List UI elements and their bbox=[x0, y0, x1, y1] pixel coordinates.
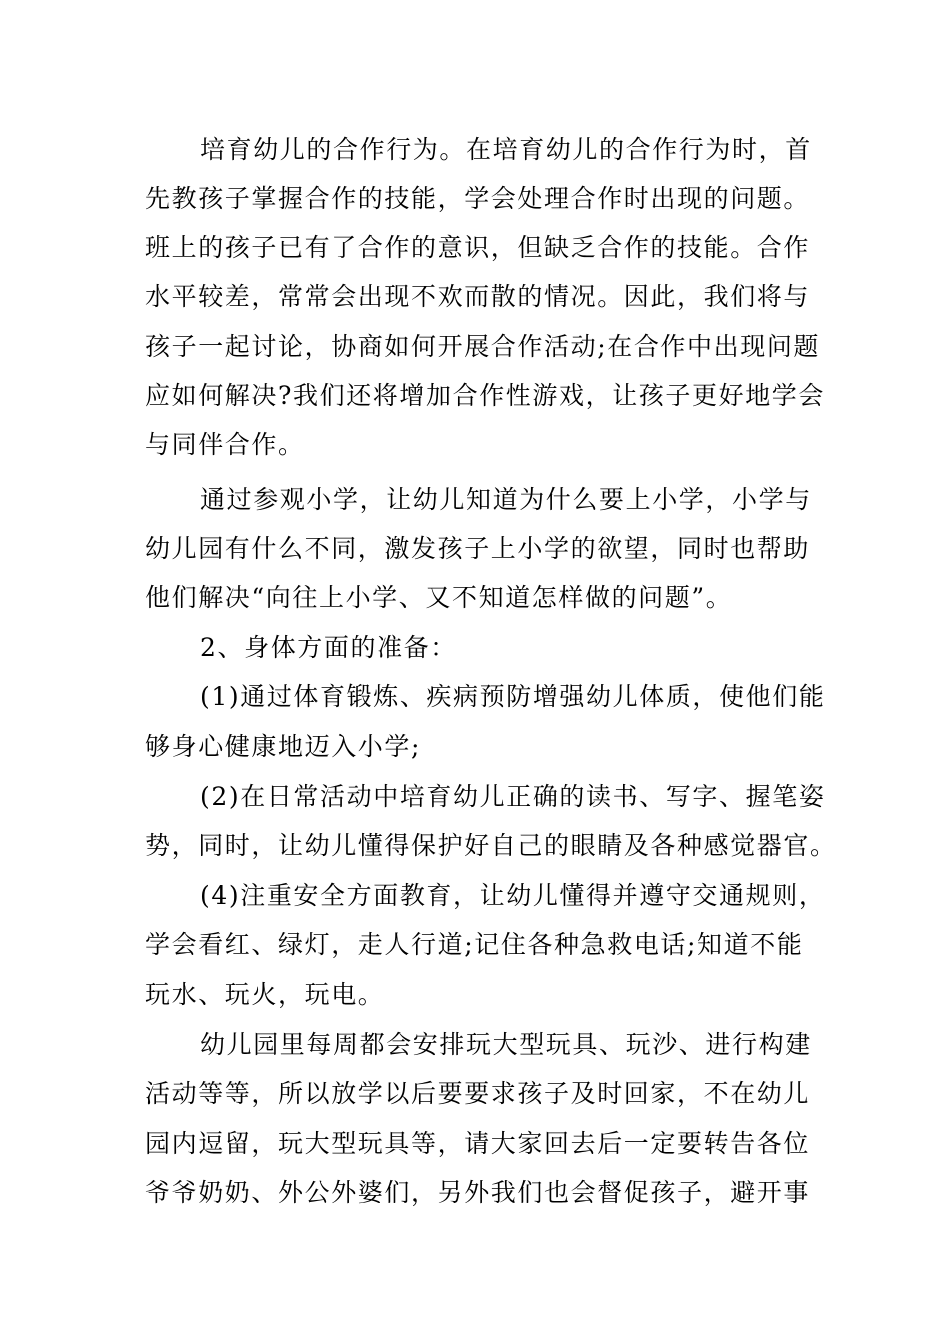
paragraph-1-line-5: 孩子一起讨论，协商如何开展合作活动;在合作中出现问题 bbox=[145, 332, 821, 361]
item-1-line-1: (1)通过体育锻炼、疾病预防增强幼儿体质，使他们能 bbox=[200, 682, 826, 711]
paragraph-1-line-1: 培育幼儿的合作行为。在培育幼儿的合作行为时，首 bbox=[200, 135, 812, 164]
section-heading-physical-preparation: 2、身体方面的准备： bbox=[200, 633, 457, 662]
paragraph-3-line-3: 园内逗留，玩大型玩具等，请大家回去后一定要转告各位 bbox=[145, 1129, 811, 1158]
paragraph-2-line-2: 幼儿园有什么不同，激发孩子上小学的欲望，同时也帮助 bbox=[145, 534, 811, 563]
paragraph-1-line-7: 与同伴合作。 bbox=[145, 430, 305, 459]
paragraph-2-line-1: 通过参观小学，让幼儿知道为什么要上小学，小学与 bbox=[200, 485, 812, 514]
paragraph-1-line-2: 先教孩子掌握合作的技能，学会处理合作时出现的问题。 bbox=[145, 184, 811, 213]
paragraph-3-line-4: 爷爷奶奶、外公外婆们，另外我们也会督促孩子，避开事 bbox=[145, 1178, 811, 1207]
item-2-line-2: 势，同时，让幼儿懂得保护好自己的眼睛及各种感觉器官。 bbox=[145, 831, 837, 860]
item-4-line-2: 学会看红、绿灯，走人行道;记住各种急救电话;知道不能 bbox=[145, 930, 804, 959]
item-1-line-2: 够身心健康地迈入小学; bbox=[145, 732, 422, 761]
item-4-line-1: (4)注重安全方面教育，让幼儿懂得并遵守交通规则， bbox=[200, 881, 826, 910]
item-4-line-3: 玩水、玩火，玩电。 bbox=[145, 980, 385, 1009]
item-2-line-1: (2)在日常活动中培育幼儿正确的读书、写字、握笔姿 bbox=[200, 782, 826, 811]
paragraph-3-line-1: 幼儿园里每周都会安排玩大型玩具、玩沙、进行构建 bbox=[200, 1030, 812, 1059]
paragraph-3-line-2: 活动等等，所以放学以后要要求孩子及时回家，不在幼儿 bbox=[145, 1079, 811, 1108]
paragraph-1-line-4: 水平较差，常常会出现不欢而散的情况。因此，我们将与 bbox=[145, 282, 811, 311]
paragraph-2-line-3: 他们解决“向往上小学、又不知道怎样做的问题”。 bbox=[145, 583, 733, 612]
paragraph-1-line-6: 应如何解决?我们还将增加合作性游戏，让孩子更好地学会 bbox=[145, 381, 826, 410]
paragraph-1-line-3: 班上的孩子已有了合作的意识，但缺乏合作的技能。合作 bbox=[145, 233, 811, 262]
